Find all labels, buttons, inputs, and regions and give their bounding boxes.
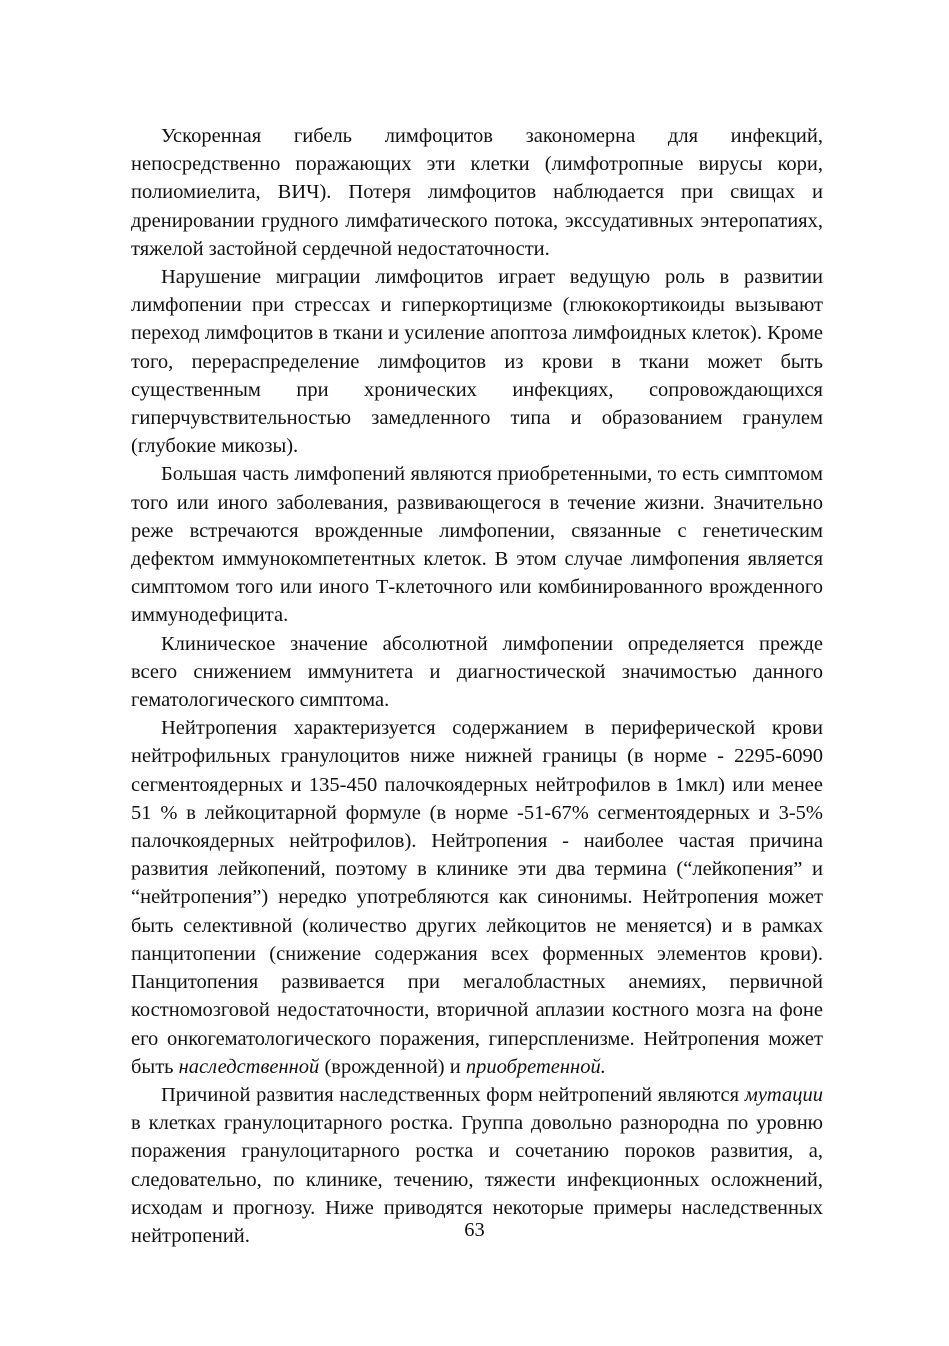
paragraph-5-main: Нейтропения характеризуется содержанием в периферической крови нейтрофильных гранулоцитов ниже нижней границы (в норме - 2295-6090 сегментоядерных и 135-450 палочкоядерных нейтрофилов в 1мкл) или менее 51 % в лейкоцитарной формуле (в норме -51-67% сегментоядерных и 3-5% палочкоядерных нейтрофилов). Нейтропения - наиболее частая причина развития лейкопений, поэтому в клинике эти два термина (“лейкопения” и “нейтропения”) нередко употребляются как синонимы. Нейтропения может быть селективной (количество других лейкоцитов не меняется) и в рамках панцитопении (снижение содержания всех форменных элементов крови). Панцитопения развивается при мегалобластных анемиях, первичной костномозговой недостаточности, вторичной аплазии костного мозга на фоне его онкогематологического поражения, гиперспленизме. Нейтропения может быть <box>131 717 823 1078</box>
page-body <box>131 122 823 1250</box>
term-acquired: приобретенной. <box>465 1055 606 1078</box>
term-hereditary: наследственной <box>178 1055 320 1078</box>
paragraph-3: Большая часть лимфопений являются приобретенными, то есть симптомом того или иного заболевания, развивающегося в течение жизни. Значительно реже встречаются врожденные лимфопении, связанные с генетическим дефектом иммунокомпетентных клеток. В этом случае лимфопения является симптомом того или иного Т-клеточного или комбинированного врожденного иммунодефицита. <box>131 463 823 627</box>
paragraph-2: Нарушение миграции лимфоцитов играет ведущую роль в развитии лимфопении при стрессах и гиперкортицизме (глюкокортикоиды вызывают переход лимфоцитов в ткани и усиление апоптоза лимфоидных клеток). Кроме того, перераспределение лимфоцитов из крови в ткани может быть существенным при хронических инфекциях, сопровождающихся гиперчувствительностью замедленного типа и образованием гранулем (глубокие микозы). <box>131 266 823 458</box>
paragraph-1: Ускоренная гибель лимфоцитов закономерна для инфекций, непосредственно поражающих эти клетки (лимфотропные вирусы кори, полиомиелита, ВИЧ). Потеря лимфоцитов наблюдается при свищах и дренировании грудного лимфатического потока, экссудативных энтеропатиях, тяжелой застойной сердечной недостаточности. <box>131 125 823 260</box>
term-mutations: мутации <box>744 1083 823 1106</box>
paragraph-5-mid: (врожденной) и <box>319 1055 466 1078</box>
page-number: 63 <box>464 1219 485 1241</box>
paragraph-6-start: Причиной развития наследственных форм нейтропений являются <box>161 1083 745 1106</box>
paragraph-5 <box>131 714 823 1081</box>
paragraph-6-rest: в клетках гранулоцитарного ростка. Группа довольно разнородна по уровню поражения гранулоцитарного ростка и сочетанию пороков развития, а, следовательно, по клинике, течению, тяжести инфекционных осложнений, исходам и прогнозу. Ниже приводятся некоторые примеры наследственных нейтропений. <box>131 1112 823 1247</box>
paragraph-4: Клиническое значение абсолютной лимфопении определяется прежде всего снижением иммунитета и диагностической значимостью данного гематологического симптома. <box>131 632 823 712</box>
